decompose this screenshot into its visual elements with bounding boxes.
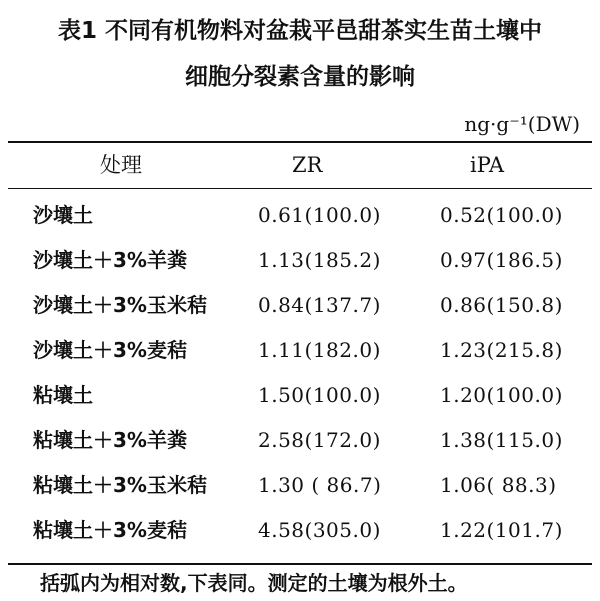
table-row	[0, 283, 600, 327]
cell-zr: 1.11(182.0)	[258, 338, 381, 362]
cell-ipa: 0.52(100.0)	[440, 203, 563, 227]
cell-treatment: 沙壤土＋3%麦秸	[33, 338, 187, 362]
cell-treatment: 沙壤土	[33, 203, 93, 227]
header-treatment: 处理	[100, 153, 142, 177]
cell-ipa: 1.20(100.0)	[440, 383, 563, 407]
table-row	[0, 193, 600, 237]
table-row	[0, 328, 600, 372]
table-header-rule	[8, 188, 592, 189]
cell-zr: 2.58(172.0)	[258, 428, 381, 452]
table-caption-line2: 细胞分裂素含量的影响	[185, 64, 415, 90]
cell-treatment: 沙壤土＋3%玉米秸	[33, 293, 207, 317]
cell-treatment: 粘壤土	[33, 383, 93, 407]
cell-ipa: 0.86(150.8)	[440, 293, 563, 317]
table-caption-line1: 表1 不同有机物料对盆栽平邑甜茶实生苗土壤中	[57, 18, 542, 44]
cell-treatment: 粘壤土＋3%玉米秸	[33, 473, 207, 497]
header-ipa: iPA	[470, 153, 505, 177]
cell-zr: 1.30 ( 86.7)	[258, 473, 382, 497]
cell-zr: 1.50(100.0)	[258, 383, 381, 407]
table-bottom-rule	[8, 563, 592, 565]
cell-zr: 4.58(305.0)	[258, 518, 381, 542]
table-top-rule	[8, 141, 592, 143]
table-row	[0, 508, 600, 552]
table-row	[0, 463, 600, 507]
cell-ipa: 0.97(186.5)	[440, 248, 563, 272]
cell-ipa: 1.06( 88.3)	[440, 473, 557, 497]
cell-zr: 1.13(185.2)	[258, 248, 381, 272]
cell-zr: 0.61(100.0)	[258, 203, 381, 227]
cell-treatment: 粘壤土＋3%羊粪	[33, 428, 187, 452]
header-zr: ZR	[292, 153, 323, 177]
cell-zr: 0.84(137.7)	[258, 293, 381, 317]
table-row	[0, 373, 600, 417]
table-row	[0, 418, 600, 462]
table-footnote: 括弧内为相对数,下表同。测定的土壤为根外土。	[40, 571, 468, 595]
table-row	[0, 238, 600, 282]
cell-ipa: 1.22(101.7)	[440, 518, 563, 542]
cell-treatment: 沙壤土＋3%羊粪	[33, 248, 187, 272]
cell-ipa: 1.38(115.0)	[440, 428, 563, 452]
cell-treatment: 粘壤土＋3%麦秸	[33, 518, 187, 542]
table-unit: ng·g⁻¹(DW)	[464, 112, 580, 136]
cell-ipa: 1.23(215.8)	[440, 338, 563, 362]
